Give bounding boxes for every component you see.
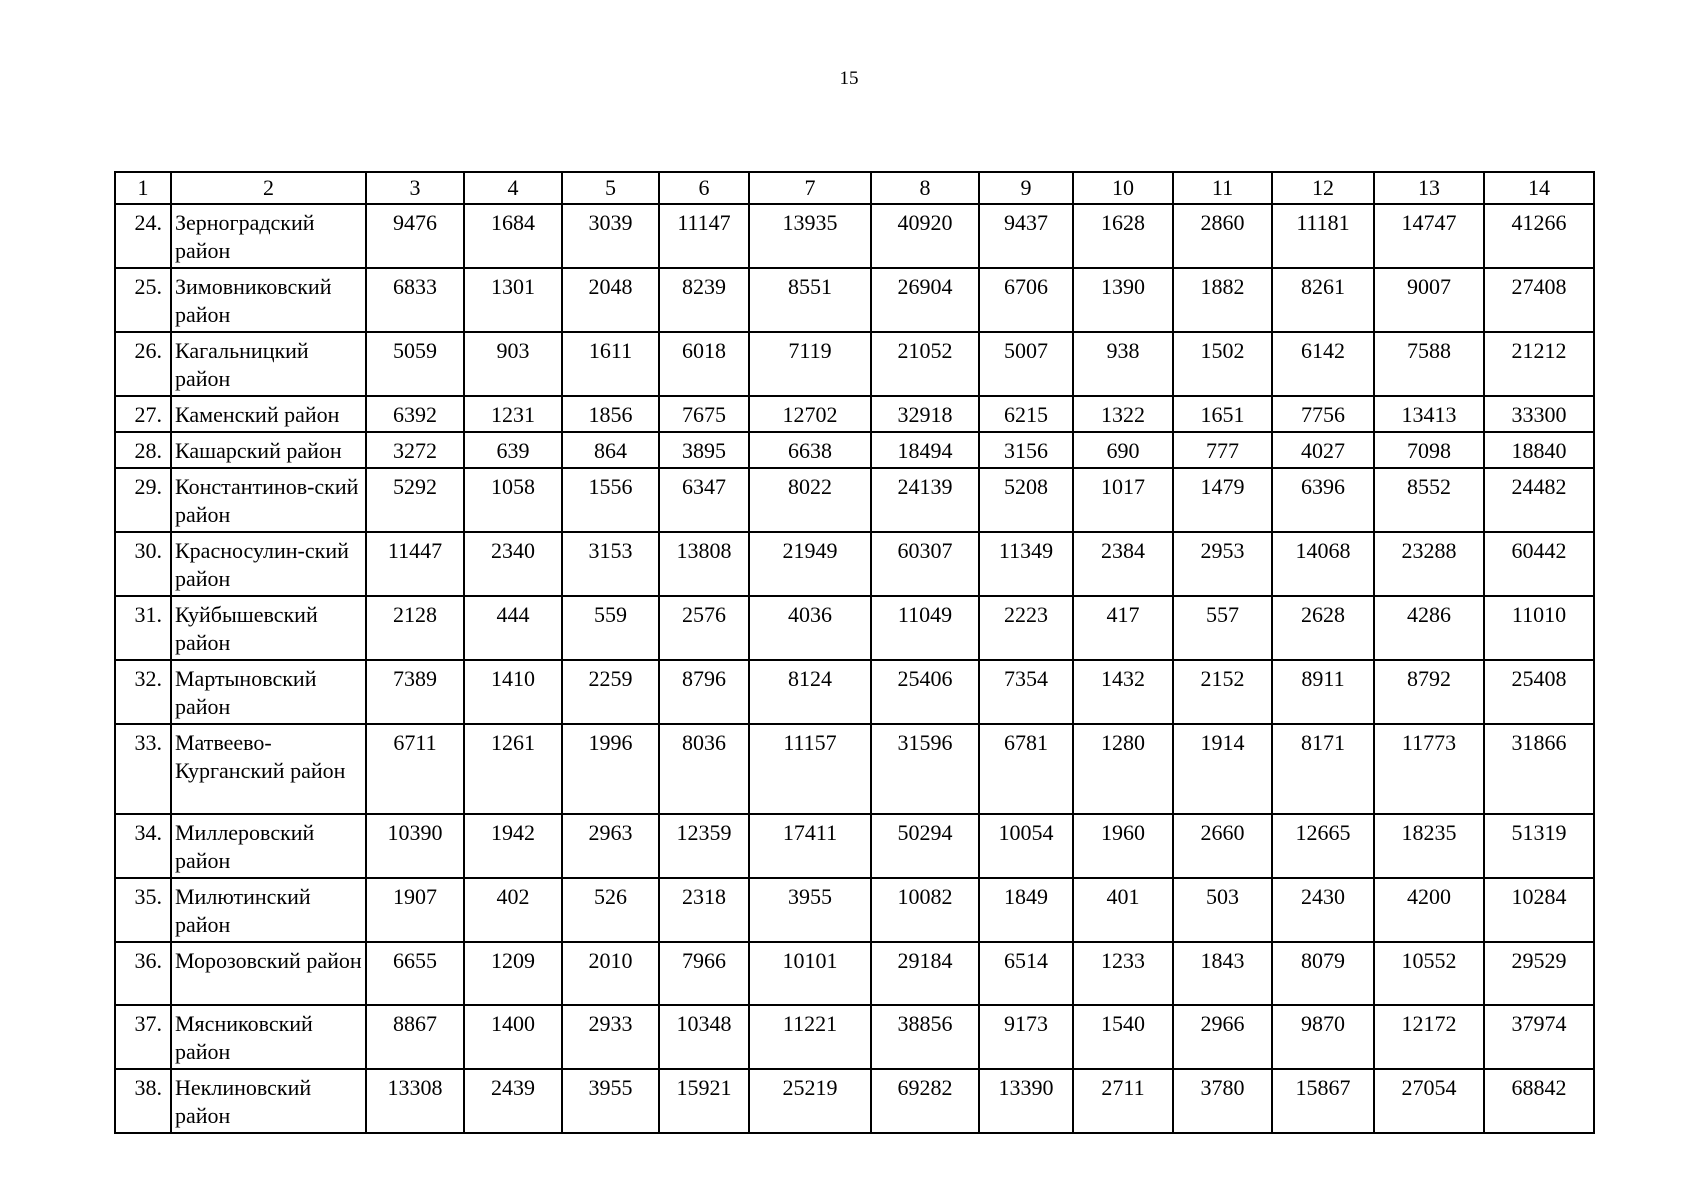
value-cell: 11773 bbox=[1374, 724, 1484, 814]
value-cell: 3955 bbox=[749, 878, 871, 942]
value-cell: 1684 bbox=[464, 204, 562, 268]
value-cell: 6655 bbox=[366, 942, 464, 1005]
row-number: 36. bbox=[115, 942, 171, 1005]
table-row bbox=[115, 532, 1594, 596]
value-cell: 2953 bbox=[1173, 532, 1272, 596]
value-cell: 9173 bbox=[979, 1005, 1073, 1069]
table-row bbox=[115, 268, 1594, 332]
value-cell: 10552 bbox=[1374, 942, 1484, 1005]
column-header: 12 bbox=[1272, 172, 1374, 204]
value-cell: 1556 bbox=[562, 468, 659, 532]
value-cell: 9007 bbox=[1374, 268, 1484, 332]
page-number: 15 bbox=[839, 68, 859, 89]
table-row bbox=[115, 878, 1594, 942]
value-cell: 1960 bbox=[1073, 814, 1173, 878]
value-cell: 18494 bbox=[871, 432, 979, 468]
value-cell: 1432 bbox=[1073, 660, 1173, 724]
column-header: 9 bbox=[979, 172, 1073, 204]
value-cell: 13308 bbox=[366, 1069, 464, 1133]
row-number: 38. bbox=[115, 1069, 171, 1133]
value-cell: 402 bbox=[464, 878, 562, 942]
value-cell: 1856 bbox=[562, 396, 659, 432]
value-cell: 6142 bbox=[1272, 332, 1374, 396]
value-cell: 8171 bbox=[1272, 724, 1374, 814]
value-cell: 2439 bbox=[464, 1069, 562, 1133]
value-cell: 17411 bbox=[749, 814, 871, 878]
row-number: 29. bbox=[115, 468, 171, 532]
value-cell: 12702 bbox=[749, 396, 871, 432]
row-number: 32. bbox=[115, 660, 171, 724]
value-cell: 10390 bbox=[366, 814, 464, 878]
column-header: 8 bbox=[871, 172, 979, 204]
value-cell: 8079 bbox=[1272, 942, 1374, 1005]
value-cell: 7119 bbox=[749, 332, 871, 396]
district-name: Матвеево-Курганский район bbox=[171, 724, 366, 814]
value-cell: 31596 bbox=[871, 724, 979, 814]
value-cell: 1233 bbox=[1073, 942, 1173, 1005]
value-cell: 60442 bbox=[1484, 532, 1594, 596]
value-cell: 31866 bbox=[1484, 724, 1594, 814]
column-header: 5 bbox=[562, 172, 659, 204]
value-cell: 13390 bbox=[979, 1069, 1073, 1133]
value-cell: 11221 bbox=[749, 1005, 871, 1069]
value-cell: 4036 bbox=[749, 596, 871, 660]
column-header: 14 bbox=[1484, 172, 1594, 204]
value-cell: 7354 bbox=[979, 660, 1073, 724]
row-number: 25. bbox=[115, 268, 171, 332]
value-cell: 13413 bbox=[1374, 396, 1484, 432]
table-row bbox=[115, 332, 1594, 396]
value-cell: 69282 bbox=[871, 1069, 979, 1133]
row-number: 33. bbox=[115, 724, 171, 814]
column-header: 13 bbox=[1374, 172, 1484, 204]
value-cell: 12172 bbox=[1374, 1005, 1484, 1069]
value-cell: 2128 bbox=[366, 596, 464, 660]
value-cell: 1914 bbox=[1173, 724, 1272, 814]
value-cell: 8911 bbox=[1272, 660, 1374, 724]
value-cell: 6638 bbox=[749, 432, 871, 468]
value-cell: 6706 bbox=[979, 268, 1073, 332]
value-cell: 2933 bbox=[562, 1005, 659, 1069]
value-cell: 6514 bbox=[979, 942, 1073, 1005]
value-cell: 50294 bbox=[871, 814, 979, 878]
value-cell: 1322 bbox=[1073, 396, 1173, 432]
value-cell: 444 bbox=[464, 596, 562, 660]
row-number: 27. bbox=[115, 396, 171, 432]
column-header: 1 bbox=[115, 172, 171, 204]
value-cell: 417 bbox=[1073, 596, 1173, 660]
value-cell: 2010 bbox=[562, 942, 659, 1005]
district-name: Константинов-ский район bbox=[171, 468, 366, 532]
value-cell: 11349 bbox=[979, 532, 1073, 596]
value-cell: 503 bbox=[1173, 878, 1272, 942]
value-cell: 27408 bbox=[1484, 268, 1594, 332]
table-row bbox=[115, 814, 1594, 878]
value-cell: 3272 bbox=[366, 432, 464, 468]
value-cell: 864 bbox=[562, 432, 659, 468]
value-cell: 11010 bbox=[1484, 596, 1594, 660]
value-cell: 2340 bbox=[464, 532, 562, 596]
column-header: 7 bbox=[749, 172, 871, 204]
value-cell: 9870 bbox=[1272, 1005, 1374, 1069]
value-cell: 559 bbox=[562, 596, 659, 660]
value-cell: 11147 bbox=[659, 204, 749, 268]
value-cell: 1540 bbox=[1073, 1005, 1173, 1069]
value-cell: 2318 bbox=[659, 878, 749, 942]
district-name: Миллеровский район bbox=[171, 814, 366, 878]
value-cell: 1390 bbox=[1073, 268, 1173, 332]
value-cell: 8792 bbox=[1374, 660, 1484, 724]
value-cell: 33300 bbox=[1484, 396, 1594, 432]
value-cell: 23288 bbox=[1374, 532, 1484, 596]
value-cell: 21949 bbox=[749, 532, 871, 596]
value-cell: 4200 bbox=[1374, 878, 1484, 942]
district-name: Каменский район bbox=[171, 396, 366, 432]
table-row bbox=[115, 660, 1594, 724]
value-cell: 9437 bbox=[979, 204, 1073, 268]
value-cell: 6018 bbox=[659, 332, 749, 396]
value-cell: 690 bbox=[1073, 432, 1173, 468]
district-name: Красносулин-ский район bbox=[171, 532, 366, 596]
value-cell: 29529 bbox=[1484, 942, 1594, 1005]
row-number: 24. bbox=[115, 204, 171, 268]
value-cell: 1301 bbox=[464, 268, 562, 332]
row-number: 34. bbox=[115, 814, 171, 878]
value-cell: 1843 bbox=[1173, 942, 1272, 1005]
value-cell: 25406 bbox=[871, 660, 979, 724]
value-cell: 8124 bbox=[749, 660, 871, 724]
table-row bbox=[115, 724, 1594, 814]
column-header: 10 bbox=[1073, 172, 1173, 204]
value-cell: 1261 bbox=[464, 724, 562, 814]
value-cell: 2711 bbox=[1073, 1069, 1173, 1133]
value-cell: 1907 bbox=[366, 878, 464, 942]
row-number: 31. bbox=[115, 596, 171, 660]
value-cell: 7756 bbox=[1272, 396, 1374, 432]
district-name: Зимовниковский район bbox=[171, 268, 366, 332]
data-table bbox=[114, 171, 1595, 1134]
value-cell: 1628 bbox=[1073, 204, 1173, 268]
value-cell: 557 bbox=[1173, 596, 1272, 660]
value-cell: 7098 bbox=[1374, 432, 1484, 468]
value-cell: 401 bbox=[1073, 878, 1173, 942]
column-header: 4 bbox=[464, 172, 562, 204]
value-cell: 10082 bbox=[871, 878, 979, 942]
value-cell: 2963 bbox=[562, 814, 659, 878]
value-cell: 2966 bbox=[1173, 1005, 1272, 1069]
value-cell: 3780 bbox=[1173, 1069, 1272, 1133]
value-cell: 11049 bbox=[871, 596, 979, 660]
value-cell: 37974 bbox=[1484, 1005, 1594, 1069]
value-cell: 10101 bbox=[749, 942, 871, 1005]
value-cell: 1400 bbox=[464, 1005, 562, 1069]
column-header: 3 bbox=[366, 172, 464, 204]
value-cell: 21052 bbox=[871, 332, 979, 396]
value-cell: 25408 bbox=[1484, 660, 1594, 724]
value-cell: 9476 bbox=[366, 204, 464, 268]
column-header: 2 bbox=[171, 172, 366, 204]
value-cell: 8036 bbox=[659, 724, 749, 814]
value-cell: 639 bbox=[464, 432, 562, 468]
value-cell: 903 bbox=[464, 332, 562, 396]
value-cell: 51319 bbox=[1484, 814, 1594, 878]
value-cell: 12665 bbox=[1272, 814, 1374, 878]
value-cell: 27054 bbox=[1374, 1069, 1484, 1133]
row-number: 26. bbox=[115, 332, 171, 396]
value-cell: 1410 bbox=[464, 660, 562, 724]
value-cell: 11447 bbox=[366, 532, 464, 596]
table-body bbox=[115, 172, 1594, 1133]
value-cell: 4286 bbox=[1374, 596, 1484, 660]
value-cell: 2152 bbox=[1173, 660, 1272, 724]
value-cell: 6396 bbox=[1272, 468, 1374, 532]
district-name: Зерноградский район bbox=[171, 204, 366, 268]
district-name: Неклиновский район bbox=[171, 1069, 366, 1133]
value-cell: 60307 bbox=[871, 532, 979, 596]
table-row bbox=[115, 204, 1594, 268]
value-cell: 526 bbox=[562, 878, 659, 942]
district-name: Мартыновский район bbox=[171, 660, 366, 724]
value-cell: 24482 bbox=[1484, 468, 1594, 532]
value-cell: 1017 bbox=[1073, 468, 1173, 532]
value-cell: 8022 bbox=[749, 468, 871, 532]
value-cell: 1058 bbox=[464, 468, 562, 532]
district-name: Кашарский район bbox=[171, 432, 366, 468]
value-cell: 2048 bbox=[562, 268, 659, 332]
value-cell: 11181 bbox=[1272, 204, 1374, 268]
value-cell: 11157 bbox=[749, 724, 871, 814]
value-cell: 14747 bbox=[1374, 204, 1484, 268]
row-number: 35. bbox=[115, 878, 171, 942]
value-cell: 2430 bbox=[1272, 878, 1374, 942]
value-cell: 777 bbox=[1173, 432, 1272, 468]
table-row bbox=[115, 432, 1594, 468]
district-name: Милютинский район bbox=[171, 878, 366, 942]
row-number: 28. bbox=[115, 432, 171, 468]
value-cell: 18840 bbox=[1484, 432, 1594, 468]
value-cell: 40920 bbox=[871, 204, 979, 268]
value-cell: 8239 bbox=[659, 268, 749, 332]
value-cell: 38856 bbox=[871, 1005, 979, 1069]
value-cell: 6781 bbox=[979, 724, 1073, 814]
value-cell: 6392 bbox=[366, 396, 464, 432]
table-row bbox=[115, 1005, 1594, 1069]
value-cell: 2576 bbox=[659, 596, 749, 660]
value-cell: 1882 bbox=[1173, 268, 1272, 332]
value-cell: 8552 bbox=[1374, 468, 1484, 532]
value-cell: 25219 bbox=[749, 1069, 871, 1133]
value-cell: 4027 bbox=[1272, 432, 1374, 468]
table-row bbox=[115, 596, 1594, 660]
value-cell: 2860 bbox=[1173, 204, 1272, 268]
value-cell: 3895 bbox=[659, 432, 749, 468]
value-cell: 6215 bbox=[979, 396, 1073, 432]
value-cell: 5292 bbox=[366, 468, 464, 532]
value-cell: 3156 bbox=[979, 432, 1073, 468]
value-cell: 1502 bbox=[1173, 332, 1272, 396]
value-cell: 15867 bbox=[1272, 1069, 1374, 1133]
value-cell: 1280 bbox=[1073, 724, 1173, 814]
value-cell: 1479 bbox=[1173, 468, 1272, 532]
value-cell: 7966 bbox=[659, 942, 749, 1005]
value-cell: 2628 bbox=[1272, 596, 1374, 660]
value-cell: 13808 bbox=[659, 532, 749, 596]
value-cell: 2223 bbox=[979, 596, 1073, 660]
table-row bbox=[115, 942, 1594, 1005]
column-header: 6 bbox=[659, 172, 749, 204]
value-cell: 3039 bbox=[562, 204, 659, 268]
value-cell: 8551 bbox=[749, 268, 871, 332]
value-cell: 2660 bbox=[1173, 814, 1272, 878]
table-row bbox=[115, 396, 1594, 432]
value-cell: 12359 bbox=[659, 814, 749, 878]
value-cell: 6711 bbox=[366, 724, 464, 814]
value-cell: 10284 bbox=[1484, 878, 1594, 942]
table-row bbox=[115, 1069, 1594, 1133]
district-name: Куйбышевский район bbox=[171, 596, 366, 660]
value-cell: 1209 bbox=[464, 942, 562, 1005]
value-cell: 8867 bbox=[366, 1005, 464, 1069]
value-cell: 8796 bbox=[659, 660, 749, 724]
value-cell: 7588 bbox=[1374, 332, 1484, 396]
value-cell: 1651 bbox=[1173, 396, 1272, 432]
value-cell: 18235 bbox=[1374, 814, 1484, 878]
value-cell: 10054 bbox=[979, 814, 1073, 878]
value-cell: 41266 bbox=[1484, 204, 1594, 268]
value-cell: 1942 bbox=[464, 814, 562, 878]
value-cell: 5059 bbox=[366, 332, 464, 396]
value-cell: 5208 bbox=[979, 468, 1073, 532]
value-cell: 32918 bbox=[871, 396, 979, 432]
value-cell: 13935 bbox=[749, 204, 871, 268]
row-number: 30. bbox=[115, 532, 171, 596]
value-cell: 938 bbox=[1073, 332, 1173, 396]
district-name: Кагальницкий район bbox=[171, 332, 366, 396]
value-cell: 3153 bbox=[562, 532, 659, 596]
value-cell: 2384 bbox=[1073, 532, 1173, 596]
value-cell: 21212 bbox=[1484, 332, 1594, 396]
district-name: Мясниковский район bbox=[171, 1005, 366, 1069]
value-cell: 5007 bbox=[979, 332, 1073, 396]
value-cell: 15921 bbox=[659, 1069, 749, 1133]
value-cell: 1849 bbox=[979, 878, 1073, 942]
value-cell: 1996 bbox=[562, 724, 659, 814]
value-cell: 6347 bbox=[659, 468, 749, 532]
value-cell: 14068 bbox=[1272, 532, 1374, 596]
value-cell: 26904 bbox=[871, 268, 979, 332]
value-cell: 10348 bbox=[659, 1005, 749, 1069]
value-cell: 7389 bbox=[366, 660, 464, 724]
value-cell: 8261 bbox=[1272, 268, 1374, 332]
value-cell: 1231 bbox=[464, 396, 562, 432]
row-number: 37. bbox=[115, 1005, 171, 1069]
value-cell: 1611 bbox=[562, 332, 659, 396]
column-header: 11 bbox=[1173, 172, 1272, 204]
value-cell: 3955 bbox=[562, 1069, 659, 1133]
value-cell: 6833 bbox=[366, 268, 464, 332]
district-name: Морозовский район bbox=[171, 942, 366, 1005]
value-cell: 29184 bbox=[871, 942, 979, 1005]
value-cell: 7675 bbox=[659, 396, 749, 432]
header-row bbox=[115, 172, 1594, 204]
table-row bbox=[115, 468, 1594, 532]
value-cell: 2259 bbox=[562, 660, 659, 724]
value-cell: 68842 bbox=[1484, 1069, 1594, 1133]
value-cell: 24139 bbox=[871, 468, 979, 532]
